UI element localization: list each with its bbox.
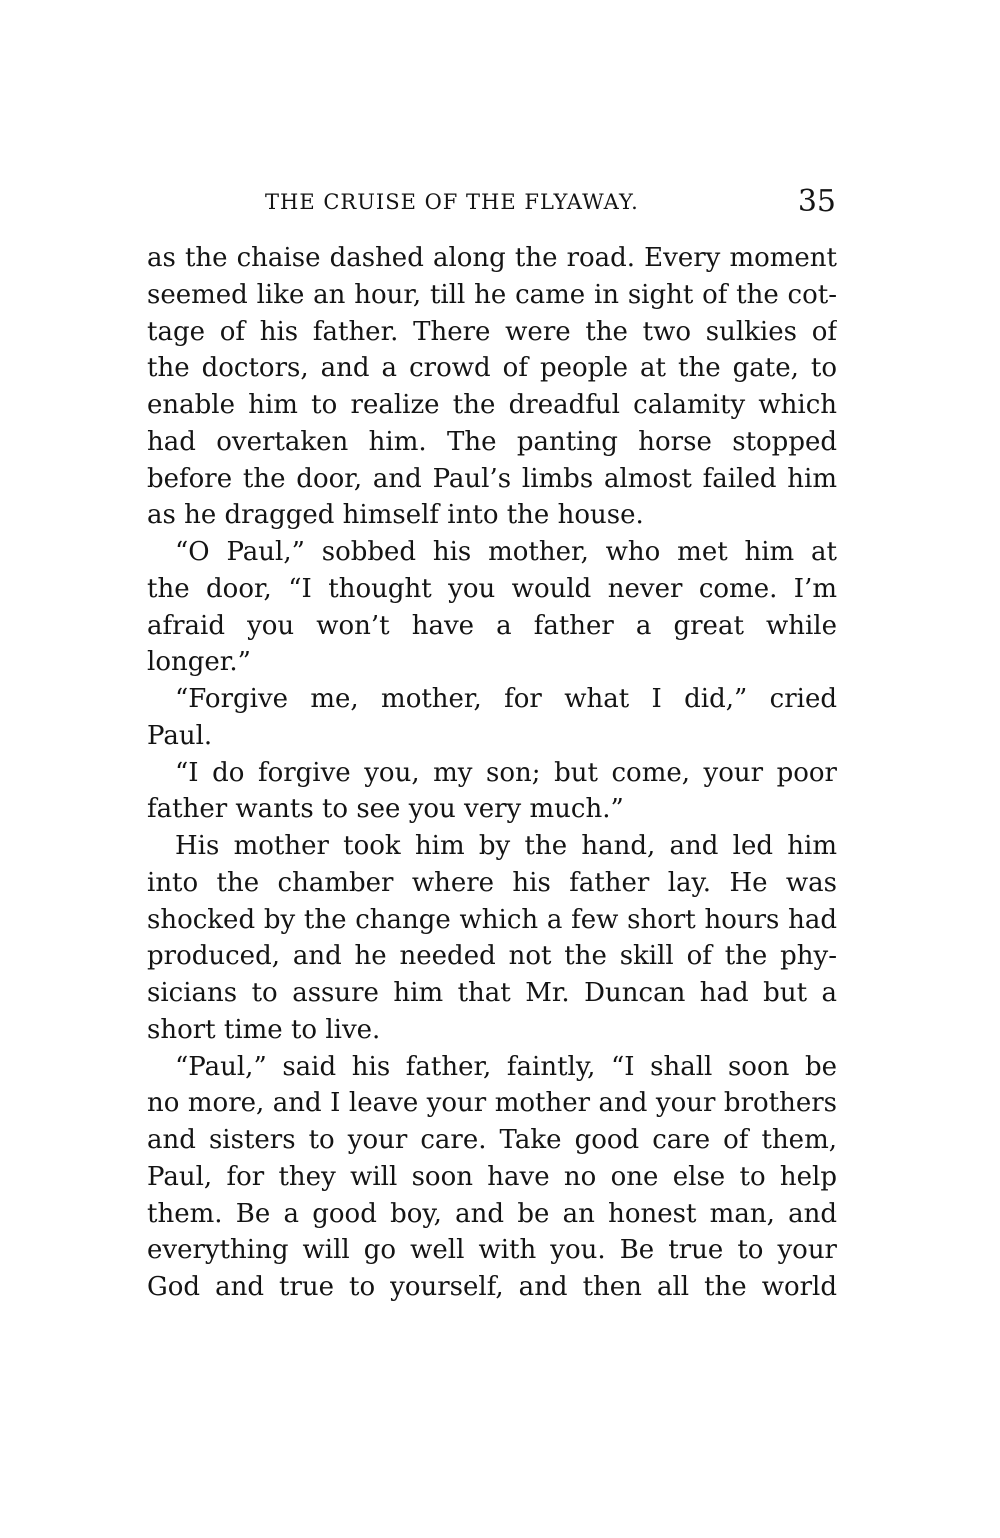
- text-line: into the chamber where his father lay. He was: [147, 867, 837, 898]
- running-title: THE CRUISE OF THE FLYAWAY.: [265, 190, 639, 214]
- text-line: “I do forgive you, my son; but come, your poor: [175, 757, 837, 788]
- text-line: “Forgive me, mother, for what I did,” cried: [175, 684, 837, 714]
- text-line: everything will go well with you. Be true to your: [147, 1235, 837, 1266]
- text-line: “Paul,” said his father, faintly, “I shall soon be: [175, 1051, 837, 1082]
- text-line: seemed like an hour, till he came in sight of the cot-: [147, 279, 837, 310]
- text-line: the doctors, and a crowd of people at the gate, to: [147, 353, 837, 384]
- page-number: 35: [797, 184, 836, 219]
- text-line: and sisters to your care. Take good care of them,: [147, 1125, 837, 1155]
- text-line: “O Paul,” sobbed his mother, who met him at: [175, 537, 837, 567]
- text-line: longer.”: [147, 647, 251, 678]
- text-line: God and true to yourself, and then all the world: [147, 1272, 837, 1302]
- text-line: them. Be a good boy, and be an honest man, and: [147, 1198, 837, 1229]
- text-line: no more, and I leave your mother and your brothers: [147, 1088, 837, 1119]
- body-text: [147, 240, 837, 1306]
- text-line: His mother took him by the hand, and led him: [175, 831, 837, 861]
- text-line: tage of his father. There were the two sulkies of: [147, 316, 837, 347]
- text-line: enable him to realize the dreadful calamity which: [147, 390, 837, 420]
- text-line: had overtaken him. The panting horse stopped: [147, 426, 837, 457]
- text-line: Paul, for they will soon have no one else to help: [147, 1161, 837, 1192]
- text-line: father wants to see you very much.”: [147, 794, 624, 825]
- text-line: sicians to assure him that Mr. Duncan had but a: [147, 978, 837, 1008]
- text-line: as he dragged himself into the house.: [147, 500, 644, 531]
- text-line: produced, and he needed not the skill of the phy-: [147, 941, 837, 972]
- text-line: before the door, and Paul’s limbs almost failed him: [147, 463, 837, 494]
- text-line: as the chaise dashed along the road. Every moment: [147, 243, 837, 273]
- text-line: afraid you won’t have a father a great while: [147, 610, 837, 641]
- text-line: the door, “I thought you would never come. I’m: [147, 573, 837, 604]
- text-line: shocked by the change which a few short hours had: [147, 904, 837, 935]
- text-line: Paul.: [147, 720, 213, 751]
- running-head: [265, 184, 838, 220]
- text-line: short time to live.: [147, 1014, 381, 1045]
